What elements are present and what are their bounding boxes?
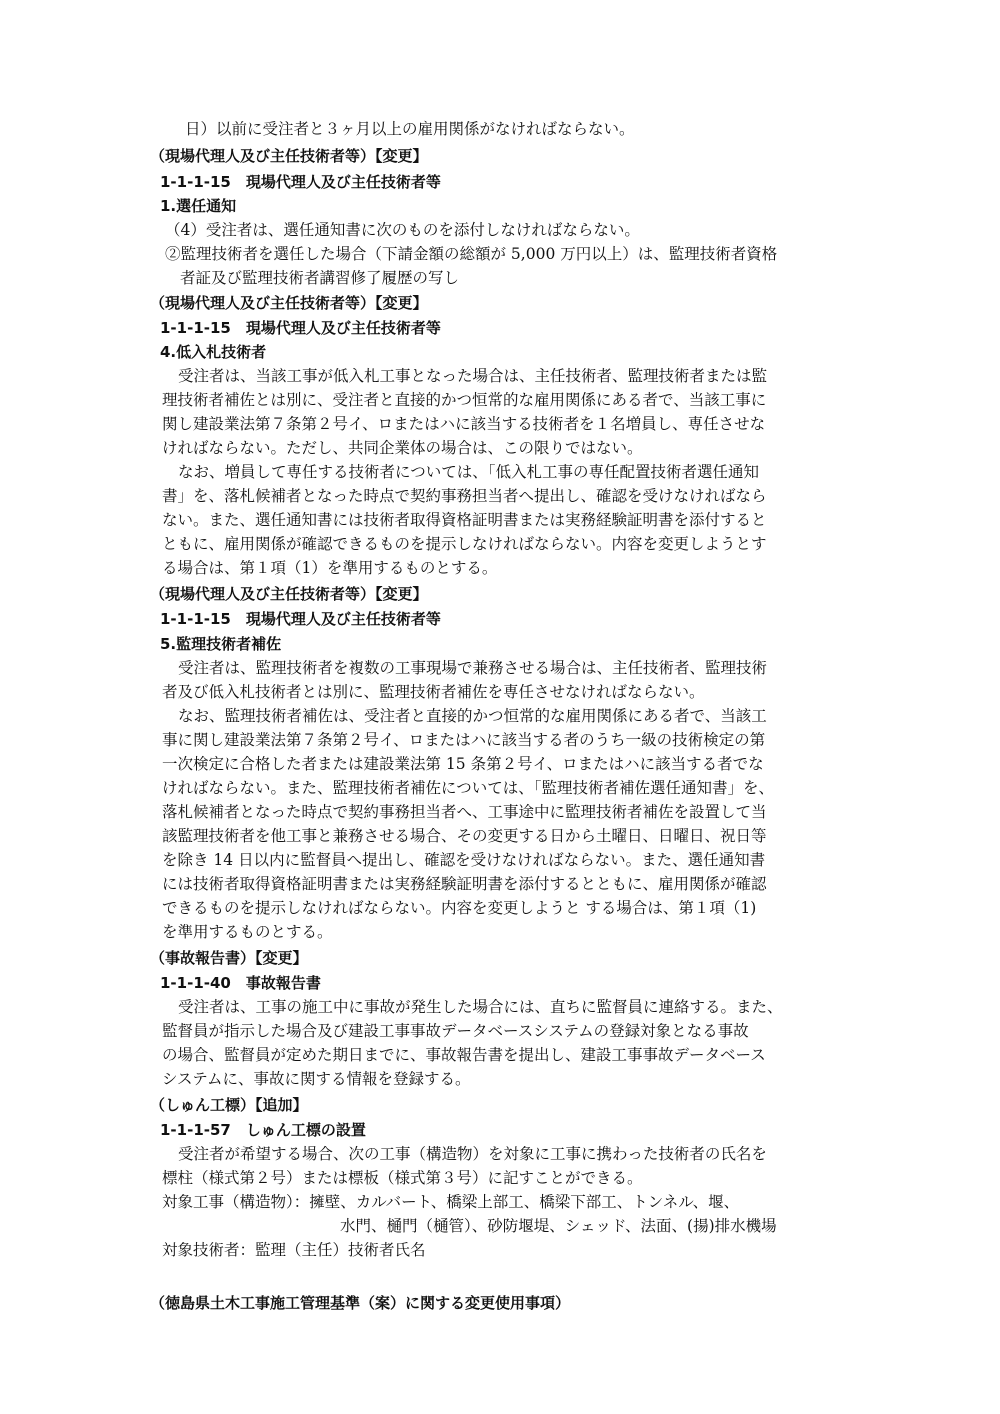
section-heading: （徳島県土木工事施工管理基準（案）に関する変更使用事項） bbox=[150, 1294, 571, 1312]
body-line: ければならない。ただし、共同企業体の場合は、この限りではない。 bbox=[162, 439, 643, 457]
body-line: 者及び低入札技術者とは別に、監理技術者補佐を専任させなければならない。 bbox=[162, 683, 705, 701]
clause-heading: 1-1-1-15 現場代理人及び主任技術者等 bbox=[160, 319, 441, 337]
body-line: ない。また、選任通知書には技術者取得資格証明書または実務経験証明書を添付すると bbox=[162, 511, 767, 529]
body-line: 受注者は、監理技術者を複数の工事現場で兼務させる場合は、主任技術者、監理技術 bbox=[178, 659, 768, 677]
body-line: 書」を、落札候補者となった時点で契約事務担当者へ提出し、確認を受けなければなら bbox=[162, 487, 767, 505]
body-line: 事に関し建設業法第７条第２号イ、ロまたはハに該当する者のうち一級の技術検定の第 bbox=[162, 731, 766, 749]
section-heading: （事故報告書）【変更】 bbox=[150, 949, 308, 967]
body-line: ともに、雇用関係が確認できるものを提示しなければならない。内容を変更しようとす bbox=[162, 535, 767, 553]
body-line: 監督員が指示した場合及び建設工事事故データベースシステムの登録対象となる事故 bbox=[162, 1022, 749, 1040]
body-line: できるものを提示しなければならない。内容を変更しようと する場合は、第１項（1) bbox=[162, 899, 757, 917]
section-heading: （現場代理人及び主任技術者等）【変更】 bbox=[150, 585, 428, 603]
clause-heading: 1-1-1-15 現場代理人及び主任技術者等 bbox=[160, 610, 441, 628]
body-line: る場合は、第１項（1）を準用するものとする。 bbox=[162, 559, 498, 577]
section-heading: （現場代理人及び主任技術者等）【変更】 bbox=[150, 294, 428, 312]
section-heading: （現場代理人及び主任技術者等）【変更】 bbox=[150, 147, 428, 165]
body-line: 理技術者補佐とは別に、受注者と直接的かつ恒常的な雇用関係にある者で、当該工事に bbox=[162, 391, 767, 409]
body-line: ②監理技術者を選任した場合（下請金額の総額が 5,000 万円以上）は、監理技術者資格 bbox=[165, 245, 778, 263]
clause-heading: 1-1-1-57 しゅん工標の設置 bbox=[160, 1121, 366, 1139]
body-line: 標柱（様式第２号）または標板（様式第３号）に記すことができる。 bbox=[162, 1169, 643, 1187]
body-line: 受注者は、当該工事が低入札工事となった場合は、主任技術者、監理技術者または監 bbox=[178, 367, 768, 385]
body-line: ければならない。また、監理技術者補佐については、「監理技術者補佐選任通知書」を、 bbox=[162, 779, 774, 797]
body-line: 水門、樋門（樋管）、砂防堰堤、シェッド、法面、(揚)排水機場 bbox=[340, 1217, 777, 1235]
body-line: なお、増員して専任する技術者については、「低入札工事の専任配置技術者選任通知 bbox=[178, 463, 759, 481]
body-line: システムに、事故に関する情報を登録する。 bbox=[162, 1070, 471, 1088]
body-line: の場合、監督員が定めた期日までに、事故報告書を提出し、建設工事事故データベース bbox=[162, 1046, 766, 1064]
body-line: なお、監理技術者補佐は、受注者と直接的かつ恒常的な雇用関係にある者で、当該工 bbox=[178, 707, 767, 725]
body-line: 対象技術者：監理（主任）技術者氏名 bbox=[162, 1241, 426, 1259]
body-line: を除き 14 日以内に監督員へ提出し、確認を受けなければならない。また、選任通知書 bbox=[162, 851, 766, 869]
body-line: 受注者が希望する場合、次の工事（構造物）を対象に工事に携わった技術者の氏名を bbox=[178, 1145, 767, 1163]
body-line: （4）受注者は、選任通知書に次のものを添付しなければならない。 bbox=[165, 221, 640, 239]
clause-heading: 1-1-1-40 事故報告書 bbox=[160, 974, 321, 992]
clause-heading: 1-1-1-15 現場代理人及び主任技術者等 bbox=[160, 173, 441, 191]
body-line: 受注者は、工事の施工中に事故が発生した場合には、直ちに監督員に連絡する。また、 bbox=[178, 998, 783, 1016]
body-line: 日）以前に受注者と３ヶ月以上の雇用関係がなければならない。 bbox=[185, 120, 635, 138]
body-line: 者証及び監理技術者講習修了履歴の写し bbox=[180, 269, 460, 287]
body-line: を準用するものとする。 bbox=[162, 923, 333, 941]
body-line: 該監理技術者を他工事と兼務させる場合、その変更する日から土曜日、日曜日、祝日等 bbox=[162, 827, 767, 845]
body-line: 対象工事（構造物）：擁壁、カルバート、橋梁上部工、橋梁下部工、トンネル、堰、 bbox=[162, 1193, 740, 1211]
body-line: 一次検定に合格した者または建設業法第 15 条第２号イ、ロまたはハに該当する者でな bbox=[162, 755, 764, 773]
section-heading: （しゅん工標）【追加】 bbox=[150, 1096, 308, 1114]
subclause-heading: 5.監理技術者補佐 bbox=[160, 635, 282, 653]
subclause-heading: 1.選任通知 bbox=[160, 197, 237, 215]
body-line: 関し建設業法第７条第２号イ、ロまたはハに該当する技術者を１名増員し、専任させな bbox=[162, 415, 766, 433]
body-line: 落札候補者となった時点で契約事務担当者へ、工事途中に監理技術者補佐を設置して当 bbox=[162, 803, 767, 821]
body-line: には技術者取得資格証明書または実務経験証明書を添付するとともに、雇用関係が確認 bbox=[162, 875, 767, 893]
subclause-heading: 4.低入札技術者 bbox=[160, 343, 267, 361]
